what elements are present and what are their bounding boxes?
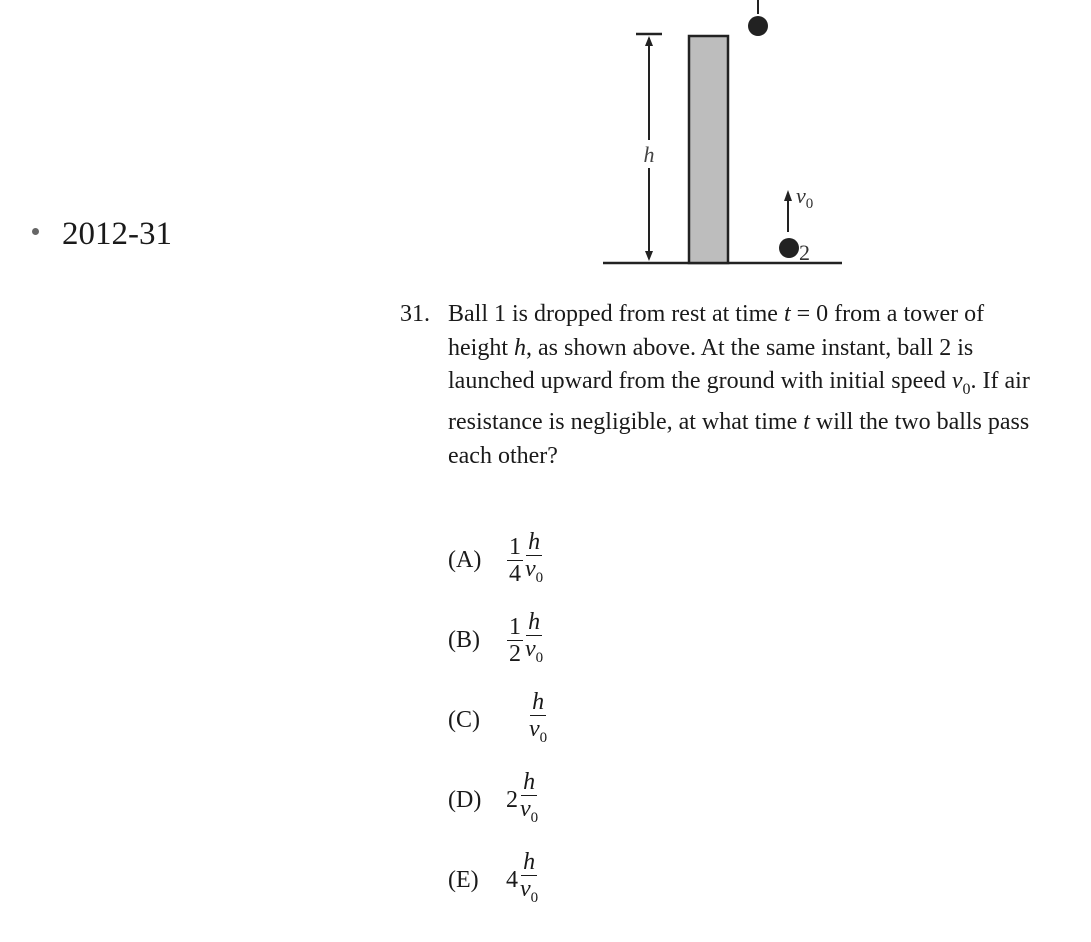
question-text: Ball 1 is dropped from rest at time t = 0 from a tower of height h, as shown above. At the same instant, ball 2 is launched upward from the ground with initial speed $v_0$. If air resistance is negligible, at what time t will the two balls pass each other? <box>448 301 1030 469</box>
h-over-v0-fraction: $\frac{h}{v_0}$ <box>525 529 544 586</box>
answer-choice[interactable] <box>448 520 544 600</box>
answer-choice[interactable] <box>448 600 544 680</box>
svg-text:v0 <box>796 183 813 212</box>
answer-choice[interactable] <box>448 840 539 920</box>
answer-choice[interactable] <box>448 680 548 760</box>
choice-letter: (E) <box>448 866 479 893</box>
h-over-v0-fraction: $\frac{h}{v_0}$ <box>525 609 544 666</box>
tower-diagram <box>590 0 850 275</box>
choice-letter: (D) <box>448 786 482 813</box>
coefficient-fraction: $\frac{1}{2}$ <box>509 613 521 667</box>
choice-letter: (C) <box>448 706 480 733</box>
ball-2 <box>779 238 799 258</box>
slide-label: 2012-31 <box>62 216 172 252</box>
choice-letter: (A) <box>448 546 482 573</box>
question <box>400 298 1040 473</box>
coefficient-fraction: $\frac{1}{4}$ <box>509 533 521 587</box>
coefficient: 2 <box>506 786 518 813</box>
h-over-v0-fraction: $\frac{h}{v_0}$ <box>520 769 539 826</box>
h-over-v0-fraction: $\frac{h}{v_0}$ <box>529 689 548 746</box>
height-label: h <box>643 142 655 167</box>
arrowhead-up-icon <box>645 36 653 46</box>
velocity-subscript: 0 <box>805 196 814 212</box>
bullet-icon <box>32 228 39 235</box>
arrowhead-velocity-icon <box>784 190 792 201</box>
velocity-label: v <box>796 183 806 208</box>
ball-1 <box>748 16 768 36</box>
coefficient: 4 <box>506 866 518 893</box>
choice-letter: (B) <box>448 626 480 653</box>
ball2-label: 2 <box>799 240 810 265</box>
answer-choice[interactable] <box>448 760 539 840</box>
h-over-v0-fraction: $\frac{h}{v_0}$ <box>520 849 539 906</box>
question-number: 31. <box>400 301 430 327</box>
tower <box>689 36 728 263</box>
arrowhead-down-icon <box>645 251 653 261</box>
